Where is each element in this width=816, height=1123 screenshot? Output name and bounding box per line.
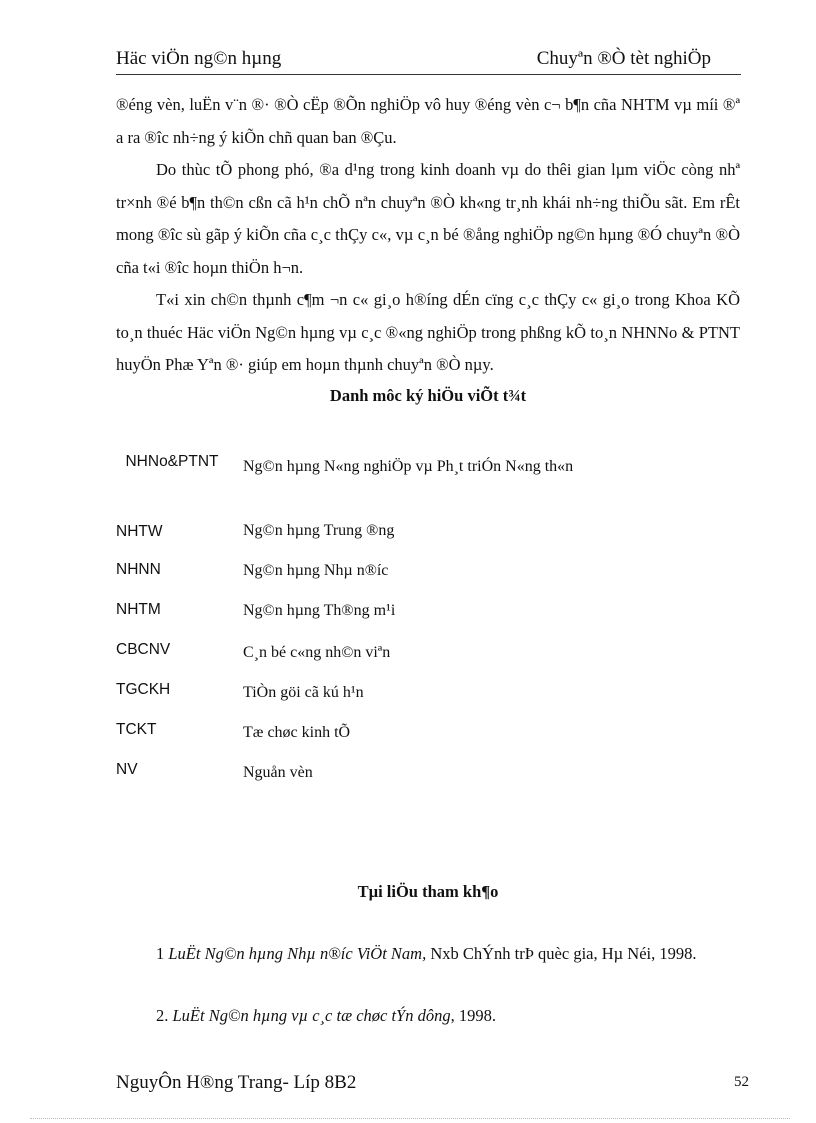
paragraph-3: T«i xin ch©n thµnh c¶m ¬n c« gi¸o h®íng dÉn cïng c¸c thÇy c« gi¸o trong Khoa KÕ to¸n thuéc Häc viÖn Ng©n hµng vµ c¸c ®«ng nghiÖp trong phßng kÕ to¸n NHNNo & PTNT huyÖn Phæ Yªn ®· giúp em hoµn thµnh chuyªn ®Ò nµy. (116, 290, 740, 374)
header-document-type: Chuyªn ®Ò tèt nghiÖp (536, 48, 711, 69)
reference-details: , 1998. (450, 1006, 496, 1025)
reference-title: LuËt Ng©n hµng vµ c¸c tæ chøc tÝn dông (172, 1006, 451, 1025)
abbreviation-row (116, 678, 636, 718)
reference-number: 1 (156, 944, 165, 963)
abbreviation-row (116, 638, 636, 678)
abbreviation-row (116, 450, 636, 506)
abbreviation-description: TiÒn göi cã kú h¹n (243, 684, 364, 701)
references-title: Tµi liÖu tham kh¶o (357, 882, 499, 901)
abbreviation-description: Nguån vèn (243, 764, 313, 781)
page-bottom-border (30, 1118, 790, 1119)
page-header (116, 48, 741, 74)
abbreviation-code: NV (116, 761, 138, 778)
abbreviation-description: C¸n bé c«ng nh©n viªn (243, 644, 391, 661)
abbreviation-row (116, 558, 636, 598)
abbreviation-code: NHTW (116, 523, 163, 540)
abbreviation-description: Ng©n hµng N«ng nghiÖp vµ Ph¸t triÓn N«ng th«n (243, 458, 574, 475)
reference-title: LuËt Ng©n hµng Nhµ n®íc ViÖt Nam, (168, 944, 427, 963)
abbreviation-description: Ng©n hµng Trung ®ng (243, 522, 395, 539)
abbreviation-row (116, 598, 636, 638)
abbreviation-code: TGCKH (116, 681, 171, 698)
header-rule (116, 74, 741, 75)
abbreviation-code: NHNN (116, 561, 161, 578)
abbreviation-code: NHTM (116, 601, 161, 618)
abbreviation-code: NHNo&PTNT (125, 453, 219, 470)
paragraph-2: Do thùc tÕ phong phó, ®a d¹ng trong kinh doanh vµ do thêi gian lµm viÖc còng nhª tr×nh ®é b¶n th©n cßn cã h¹n chÕ nªn chuyªn ®Ò kh«ng tr¸nh khái nh÷ng thiÕu sãt. Em rÊt mong ®îc sù gãp ý kiÕn cña c¸c thÇy c«, vµ c¸n bé ®ång nghiÖp ng©n hµng ®Ó chuyªn ®Ò cña t«i ®îc hoµn thiÖn h¬n. (116, 160, 740, 277)
reference-details: Nxb ChÝnh trÞ quèc gia, Hµ Néi, 1998. (426, 944, 697, 963)
abbreviation-description: Ng©n hµng Th®ng m¹i (243, 602, 396, 619)
reference-number: 2. (156, 1006, 169, 1025)
abbreviation-description: Tæ chøc kinh tÕ (243, 724, 351, 741)
abbreviations-title: Danh môc ký hiÖu viÕt t¾t (329, 386, 527, 405)
reference-item (116, 1000, 740, 1033)
page-number: 52 (734, 1074, 749, 1090)
abbreviation-code: CBCNV (116, 641, 171, 658)
paragraph-1: ®éng vèn, luËn v¨n ®· ®Ò cËp ®Õn nghiÖp vô huy ®éng vèn c¬ b¶n cña NHTM vµ míi ®ª a ra ®îc nh÷ng ý kiÕn chñ quan ban ®Çu. (116, 95, 740, 147)
header-institution: Häc viÖn ng©n hµng (116, 48, 282, 69)
abbreviation-description: Ng©n hµng Nhµ n®íc (243, 562, 389, 579)
footer-author: NguyÔn H®ng Trang- Líp 8B2 (116, 1072, 357, 1093)
abbreviation-row (116, 718, 636, 758)
abbreviation-row (116, 758, 636, 798)
abbreviation-row (116, 520, 636, 560)
abbreviation-code: TCKT (116, 721, 157, 738)
reference-item (116, 938, 740, 971)
